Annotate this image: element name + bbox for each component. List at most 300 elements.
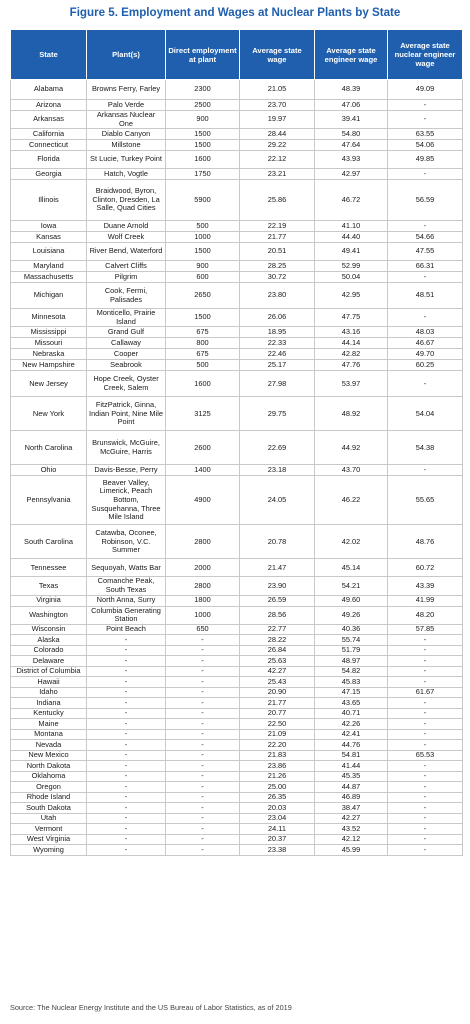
- employment-cell: 675: [166, 327, 240, 338]
- engineer-wage-cell: 47.76: [315, 360, 388, 371]
- employment-cell: -: [166, 750, 240, 761]
- engineer-wage-cell: 43.16: [315, 327, 388, 338]
- plants-cell: -: [87, 729, 166, 740]
- engineer-wage-cell: 54.21: [315, 577, 388, 595]
- state-cell: Kentucky: [11, 708, 87, 719]
- plants-cell: River Bend, Waterford: [87, 243, 166, 261]
- plants-cell: St Lucie, Turkey Point: [87, 151, 166, 169]
- state-wage-cell: 26.84: [240, 645, 315, 656]
- employment-cell: 1500: [166, 309, 240, 327]
- state-wage-cell: 23.04: [240, 813, 315, 824]
- table-row: [11, 100, 463, 111]
- nuclear-engineer-wage-cell: 49.70: [388, 349, 463, 360]
- state-cell: Connecticut: [11, 140, 87, 151]
- figure-title: Figure 5. Employment and Wages at Nuclear Plants by State: [69, 6, 401, 19]
- state-wage-cell: 23.80: [240, 283, 315, 309]
- engineer-wage-cell: 45.99: [315, 845, 388, 856]
- employment-cell: 900: [166, 111, 240, 129]
- state-wage-cell: 23.70: [240, 100, 315, 111]
- table-row: [11, 708, 463, 719]
- engineer-wage-cell: 50.04: [315, 272, 388, 283]
- state-cell: New Hampshire: [11, 360, 87, 371]
- state-wage-cell: 26.06: [240, 309, 315, 327]
- state-cell: South Carolina: [11, 525, 87, 559]
- state-cell: New York: [11, 397, 87, 431]
- state-wage-cell: 25.43: [240, 677, 315, 688]
- employment-cell: 650: [166, 624, 240, 635]
- state-wage-cell: 29.22: [240, 140, 315, 151]
- engineer-wage-cell: 54.81: [315, 750, 388, 761]
- header-average-engineer-wage: Average state engineer wage: [315, 30, 388, 80]
- employment-cell: -: [166, 635, 240, 646]
- employment-cell: -: [166, 771, 240, 782]
- state-cell: North Dakota: [11, 761, 87, 772]
- table-row: [11, 243, 463, 261]
- state-cell: California: [11, 129, 87, 140]
- table-row: [11, 360, 463, 371]
- engineer-wage-cell: 42.82: [315, 349, 388, 360]
- employment-wages-table: [10, 29, 463, 856]
- employment-cell: 500: [166, 221, 240, 232]
- plants-cell: North Anna, Surry: [87, 595, 166, 606]
- employment-cell: 1750: [166, 169, 240, 180]
- table-row: [11, 824, 463, 835]
- engineer-wage-cell: 46.89: [315, 792, 388, 803]
- engineer-wage-cell: 40.71: [315, 708, 388, 719]
- plants-cell: Grand Gulf: [87, 327, 166, 338]
- engineer-wage-cell: 47.75: [315, 309, 388, 327]
- table-row: [11, 698, 463, 709]
- employment-cell: -: [166, 803, 240, 814]
- state-wage-cell: 42.27: [240, 666, 315, 677]
- plants-cell: Calvert Cliffs: [87, 261, 166, 272]
- plants-cell: -: [87, 719, 166, 730]
- state-wage-cell: 21.47: [240, 559, 315, 577]
- plants-cell: -: [87, 813, 166, 824]
- employment-cell: 2800: [166, 577, 240, 595]
- state-cell: South Dakota: [11, 803, 87, 814]
- plants-cell: -: [87, 677, 166, 688]
- state-wage-cell: 28.22: [240, 635, 315, 646]
- engineer-wage-cell: 52.99: [315, 261, 388, 272]
- employment-cell: -: [166, 782, 240, 793]
- nuclear-engineer-wage-cell: 49.09: [388, 80, 463, 100]
- engineer-wage-cell: 43.65: [315, 698, 388, 709]
- table-row: [11, 687, 463, 698]
- state-cell: Vermont: [11, 824, 87, 835]
- state-wage-cell: 29.75: [240, 397, 315, 431]
- table-row: [11, 813, 463, 824]
- state-cell: Nevada: [11, 740, 87, 751]
- state-cell: North Carolina: [11, 431, 87, 465]
- header-state: State: [11, 30, 87, 80]
- nuclear-engineer-wage-cell: -: [388, 708, 463, 719]
- table-row: [11, 792, 463, 803]
- table-row: [11, 129, 463, 140]
- plants-cell: Seabrook: [87, 360, 166, 371]
- nuclear-engineer-wage-cell: 54.38: [388, 431, 463, 465]
- plants-cell: -: [87, 782, 166, 793]
- nuclear-engineer-wage-cell: -: [388, 834, 463, 845]
- plants-cell: Davis-Besse, Perry: [87, 465, 166, 476]
- state-cell: Arizona: [11, 100, 87, 111]
- nuclear-engineer-wage-cell: -: [388, 272, 463, 283]
- nuclear-engineer-wage-cell: -: [388, 698, 463, 709]
- plants-cell: -: [87, 740, 166, 751]
- engineer-wage-cell: 42.27: [315, 813, 388, 824]
- engineer-wage-cell: 42.41: [315, 729, 388, 740]
- engineer-wage-cell: 42.97: [315, 169, 388, 180]
- nuclear-engineer-wage-cell: -: [388, 666, 463, 677]
- table-row: [11, 397, 463, 431]
- state-wage-cell: 22.33: [240, 338, 315, 349]
- table-row: [11, 151, 463, 169]
- state-cell: Pennsylvania: [11, 476, 87, 525]
- nuclear-engineer-wage-cell: -: [388, 740, 463, 751]
- nuclear-engineer-wage-cell: 47.55: [388, 243, 463, 261]
- plants-cell: -: [87, 656, 166, 667]
- table-row: [11, 338, 463, 349]
- engineer-wage-cell: 39.41: [315, 111, 388, 129]
- plants-cell: Monticello, Prairie Island: [87, 309, 166, 327]
- state-wage-cell: 22.12: [240, 151, 315, 169]
- engineer-wage-cell: 47.15: [315, 687, 388, 698]
- state-cell: New Mexico: [11, 750, 87, 761]
- table-body: [11, 80, 463, 856]
- state-wage-cell: 20.77: [240, 708, 315, 719]
- state-cell: Illinois: [11, 180, 87, 221]
- employment-cell: 4900: [166, 476, 240, 525]
- state-cell: Alabama: [11, 80, 87, 100]
- state-wage-cell: 25.17: [240, 360, 315, 371]
- nuclear-engineer-wage-cell: 48.51: [388, 283, 463, 309]
- plants-cell: Braidwood, Byron, Clinton, Dresden, La Salle, Quad Cities: [87, 180, 166, 221]
- state-wage-cell: 27.98: [240, 371, 315, 397]
- plants-cell: Sequoyah, Watts Bar: [87, 559, 166, 577]
- table-row: [11, 577, 463, 595]
- nuclear-engineer-wage-cell: -: [388, 221, 463, 232]
- engineer-wage-cell: 45.35: [315, 771, 388, 782]
- employment-cell: -: [166, 687, 240, 698]
- state-wage-cell: 22.46: [240, 349, 315, 360]
- state-wage-cell: 23.90: [240, 577, 315, 595]
- table-row: [11, 261, 463, 272]
- plants-cell: Arkansas Nuclear One: [87, 111, 166, 129]
- nuclear-engineer-wage-cell: -: [388, 782, 463, 793]
- employment-cell: 1800: [166, 595, 240, 606]
- nuclear-engineer-wage-cell: -: [388, 465, 463, 476]
- employment-cell: 2300: [166, 80, 240, 100]
- state-cell: Delaware: [11, 656, 87, 667]
- employment-cell: 1500: [166, 129, 240, 140]
- plants-cell: Brunswick, McGuire, McGuire, Harris: [87, 431, 166, 465]
- table-row: [11, 465, 463, 476]
- employment-cell: 600: [166, 272, 240, 283]
- engineer-wage-cell: 42.02: [315, 525, 388, 559]
- state-cell: Missouri: [11, 338, 87, 349]
- employment-cell: 5900: [166, 180, 240, 221]
- nuclear-engineer-wage-cell: 54.04: [388, 397, 463, 431]
- nuclear-engineer-wage-cell: 49.85: [388, 151, 463, 169]
- state-wage-cell: 21.77: [240, 698, 315, 709]
- nuclear-engineer-wage-cell: -: [388, 719, 463, 730]
- plants-cell: Point Beach: [87, 624, 166, 635]
- state-cell: Alaska: [11, 635, 87, 646]
- table-row: [11, 624, 463, 635]
- state-wage-cell: 25.00: [240, 782, 315, 793]
- state-wage-cell: 26.59: [240, 595, 315, 606]
- plants-cell: Cook, Fermi, Palisades: [87, 283, 166, 309]
- employment-cell: -: [166, 645, 240, 656]
- plants-cell: -: [87, 834, 166, 845]
- nuclear-engineer-wage-cell: 46.67: [388, 338, 463, 349]
- engineer-wage-cell: 54.80: [315, 129, 388, 140]
- employment-cell: -: [166, 761, 240, 772]
- engineer-wage-cell: 48.97: [315, 656, 388, 667]
- employment-cell: -: [166, 834, 240, 845]
- nuclear-engineer-wage-cell: -: [388, 635, 463, 646]
- table-row: [11, 656, 463, 667]
- state-cell: Idaho: [11, 687, 87, 698]
- plants-cell: -: [87, 708, 166, 719]
- plants-cell: Millstone: [87, 140, 166, 151]
- engineer-wage-cell: 44.92: [315, 431, 388, 465]
- state-wage-cell: 23.86: [240, 761, 315, 772]
- plants-cell: -: [87, 750, 166, 761]
- nuclear-engineer-wage-cell: -: [388, 371, 463, 397]
- state-wage-cell: 21.09: [240, 729, 315, 740]
- table-row: [11, 834, 463, 845]
- employment-cell: 800: [166, 338, 240, 349]
- table-row: [11, 729, 463, 740]
- state-wage-cell: 28.44: [240, 129, 315, 140]
- state-cell: Wyoming: [11, 845, 87, 856]
- table-row: [11, 476, 463, 525]
- engineer-wage-cell: 54.82: [315, 666, 388, 677]
- table-row: [11, 80, 463, 100]
- state-cell: Massachusetts: [11, 272, 87, 283]
- table-row: [11, 761, 463, 772]
- employment-cell: 2650: [166, 283, 240, 309]
- state-cell: Washington: [11, 606, 87, 624]
- engineer-wage-cell: 45.14: [315, 559, 388, 577]
- state-wage-cell: 26.35: [240, 792, 315, 803]
- nuclear-engineer-wage-cell: 48.03: [388, 327, 463, 338]
- state-cell: New Jersey: [11, 371, 87, 397]
- state-wage-cell: 22.77: [240, 624, 315, 635]
- table-row: [11, 635, 463, 646]
- employment-cell: -: [166, 729, 240, 740]
- state-wage-cell: 19.97: [240, 111, 315, 129]
- state-cell: District of Columbia: [11, 666, 87, 677]
- engineer-wage-cell: 43.93: [315, 151, 388, 169]
- nuclear-engineer-wage-cell: 56.59: [388, 180, 463, 221]
- nuclear-engineer-wage-cell: -: [388, 677, 463, 688]
- nuclear-engineer-wage-cell: -: [388, 100, 463, 111]
- state-cell: Maryland: [11, 261, 87, 272]
- nuclear-engineer-wage-cell: -: [388, 792, 463, 803]
- engineer-wage-cell: 55.74: [315, 635, 388, 646]
- state-cell: Nebraska: [11, 349, 87, 360]
- nuclear-engineer-wage-cell: 54.06: [388, 140, 463, 151]
- nuclear-engineer-wage-cell: -: [388, 803, 463, 814]
- state-wage-cell: 20.37: [240, 834, 315, 845]
- state-cell: Montana: [11, 729, 87, 740]
- engineer-wage-cell: 49.41: [315, 243, 388, 261]
- engineer-wage-cell: 53.97: [315, 371, 388, 397]
- employment-cell: 2800: [166, 525, 240, 559]
- table-row: [11, 180, 463, 221]
- nuclear-engineer-wage-cell: 41.99: [388, 595, 463, 606]
- engineer-wage-cell: 45.83: [315, 677, 388, 688]
- state-cell: Florida: [11, 151, 87, 169]
- state-wage-cell: 23.38: [240, 845, 315, 856]
- plants-cell: Cooper: [87, 349, 166, 360]
- state-cell: Louisiana: [11, 243, 87, 261]
- engineer-wage-cell: 44.40: [315, 232, 388, 243]
- engineer-wage-cell: 51.79: [315, 645, 388, 656]
- state-wage-cell: 23.21: [240, 169, 315, 180]
- engineer-wage-cell: 40.36: [315, 624, 388, 635]
- table-row: [11, 140, 463, 151]
- engineer-wage-cell: 43.70: [315, 465, 388, 476]
- nuclear-engineer-wage-cell: 65.53: [388, 750, 463, 761]
- state-cell: Maine: [11, 719, 87, 730]
- plants-cell: -: [87, 824, 166, 835]
- state-cell: Mississippi: [11, 327, 87, 338]
- table-row: [11, 606, 463, 624]
- table-row: [11, 371, 463, 397]
- state-wage-cell: 22.20: [240, 740, 315, 751]
- state-cell: Indiana: [11, 698, 87, 709]
- state-cell: Ohio: [11, 465, 87, 476]
- employment-cell: 2500: [166, 100, 240, 111]
- employment-cell: -: [166, 666, 240, 677]
- plants-cell: -: [87, 645, 166, 656]
- employment-cell: -: [166, 824, 240, 835]
- nuclear-engineer-wage-cell: -: [388, 309, 463, 327]
- employment-cell: -: [166, 719, 240, 730]
- engineer-wage-cell: 44.14: [315, 338, 388, 349]
- nuclear-engineer-wage-cell: 54.66: [388, 232, 463, 243]
- engineer-wage-cell: 44.76: [315, 740, 388, 751]
- state-wage-cell: 21.77: [240, 232, 315, 243]
- table-row: [11, 283, 463, 309]
- table-row: [11, 677, 463, 688]
- plants-cell: Hatch, Vogtle: [87, 169, 166, 180]
- engineer-wage-cell: 49.60: [315, 595, 388, 606]
- state-wage-cell: 22.69: [240, 431, 315, 465]
- state-wage-cell: 20.78: [240, 525, 315, 559]
- engineer-wage-cell: 44.87: [315, 782, 388, 793]
- plants-cell: Hope Creek, Oyster Creek, Salem: [87, 371, 166, 397]
- table-row: [11, 750, 463, 761]
- engineer-wage-cell: 42.12: [315, 834, 388, 845]
- engineer-wage-cell: 48.92: [315, 397, 388, 431]
- nuclear-engineer-wage-cell: -: [388, 845, 463, 856]
- plants-cell: -: [87, 845, 166, 856]
- nuclear-engineer-wage-cell: -: [388, 111, 463, 129]
- state-wage-cell: 18.95: [240, 327, 315, 338]
- employment-cell: 675: [166, 349, 240, 360]
- state-wage-cell: 28.25: [240, 261, 315, 272]
- engineer-wage-cell: 38.47: [315, 803, 388, 814]
- state-wage-cell: 25.63: [240, 656, 315, 667]
- state-cell: Hawaii: [11, 677, 87, 688]
- employment-cell: 1500: [166, 140, 240, 151]
- employment-cell: 1600: [166, 371, 240, 397]
- plants-cell: Palo Verde: [87, 100, 166, 111]
- employment-cell: -: [166, 698, 240, 709]
- table-row: [11, 349, 463, 360]
- header-plants: Plant(s): [87, 30, 166, 80]
- header-average-state-wage: Average state wage: [240, 30, 315, 80]
- state-wage-cell: 25.86: [240, 180, 315, 221]
- nuclear-engineer-wage-cell: 57.85: [388, 624, 463, 635]
- plants-cell: -: [87, 635, 166, 646]
- state-wage-cell: 28.56: [240, 606, 315, 624]
- nuclear-engineer-wage-cell: -: [388, 771, 463, 782]
- employment-cell: 1500: [166, 243, 240, 261]
- plants-cell: -: [87, 698, 166, 709]
- engineer-wage-cell: 41.10: [315, 221, 388, 232]
- nuclear-engineer-wage-cell: 55.65: [388, 476, 463, 525]
- employment-cell: -: [166, 845, 240, 856]
- table-row: [11, 431, 463, 465]
- state-cell: Minnesota: [11, 309, 87, 327]
- engineer-wage-cell: 43.52: [315, 824, 388, 835]
- table-row: [11, 740, 463, 751]
- employment-cell: 2600: [166, 431, 240, 465]
- table-row: [11, 232, 463, 243]
- plants-cell: Wolf Creek: [87, 232, 166, 243]
- nuclear-engineer-wage-cell: 61.67: [388, 687, 463, 698]
- employment-cell: 900: [166, 261, 240, 272]
- plants-cell: Diablo Canyon: [87, 129, 166, 140]
- nuclear-engineer-wage-cell: 43.39: [388, 577, 463, 595]
- table-row: [11, 327, 463, 338]
- nuclear-engineer-wage-cell: -: [388, 169, 463, 180]
- state-cell: Utah: [11, 813, 87, 824]
- plants-cell: Columbia Generating Station: [87, 606, 166, 624]
- plants-cell: Beaver Valley, Limerick, Peach Bottom, Susquehanna, Three Mile Island: [87, 476, 166, 525]
- header-average-nuclear-engineer-wage: Average state nuclear engineer wage: [388, 30, 463, 80]
- nuclear-engineer-wage-cell: -: [388, 656, 463, 667]
- table-row: [11, 309, 463, 327]
- source-note: Source: The Nuclear Energy Institute and the US Bureau of Labor Statistics, as of 2019: [10, 1003, 292, 1012]
- state-cell: Oregon: [11, 782, 87, 793]
- table-row: [11, 221, 463, 232]
- plants-cell: Duane Arnold: [87, 221, 166, 232]
- engineer-wage-cell: 48.39: [315, 80, 388, 100]
- table-row: [11, 666, 463, 677]
- plants-cell: Pilgrim: [87, 272, 166, 283]
- employment-cell: 500: [166, 360, 240, 371]
- state-wage-cell: 21.26: [240, 771, 315, 782]
- plants-cell: -: [87, 803, 166, 814]
- table-row: [11, 719, 463, 730]
- nuclear-engineer-wage-cell: 66.31: [388, 261, 463, 272]
- table-row: [11, 782, 463, 793]
- plants-cell: -: [87, 771, 166, 782]
- state-wage-cell: 20.51: [240, 243, 315, 261]
- employment-cell: -: [166, 677, 240, 688]
- state-cell: Colorado: [11, 645, 87, 656]
- employment-cell: -: [166, 656, 240, 667]
- engineer-wage-cell: 47.06: [315, 100, 388, 111]
- employment-cell: 3125: [166, 397, 240, 431]
- table-row: [11, 272, 463, 283]
